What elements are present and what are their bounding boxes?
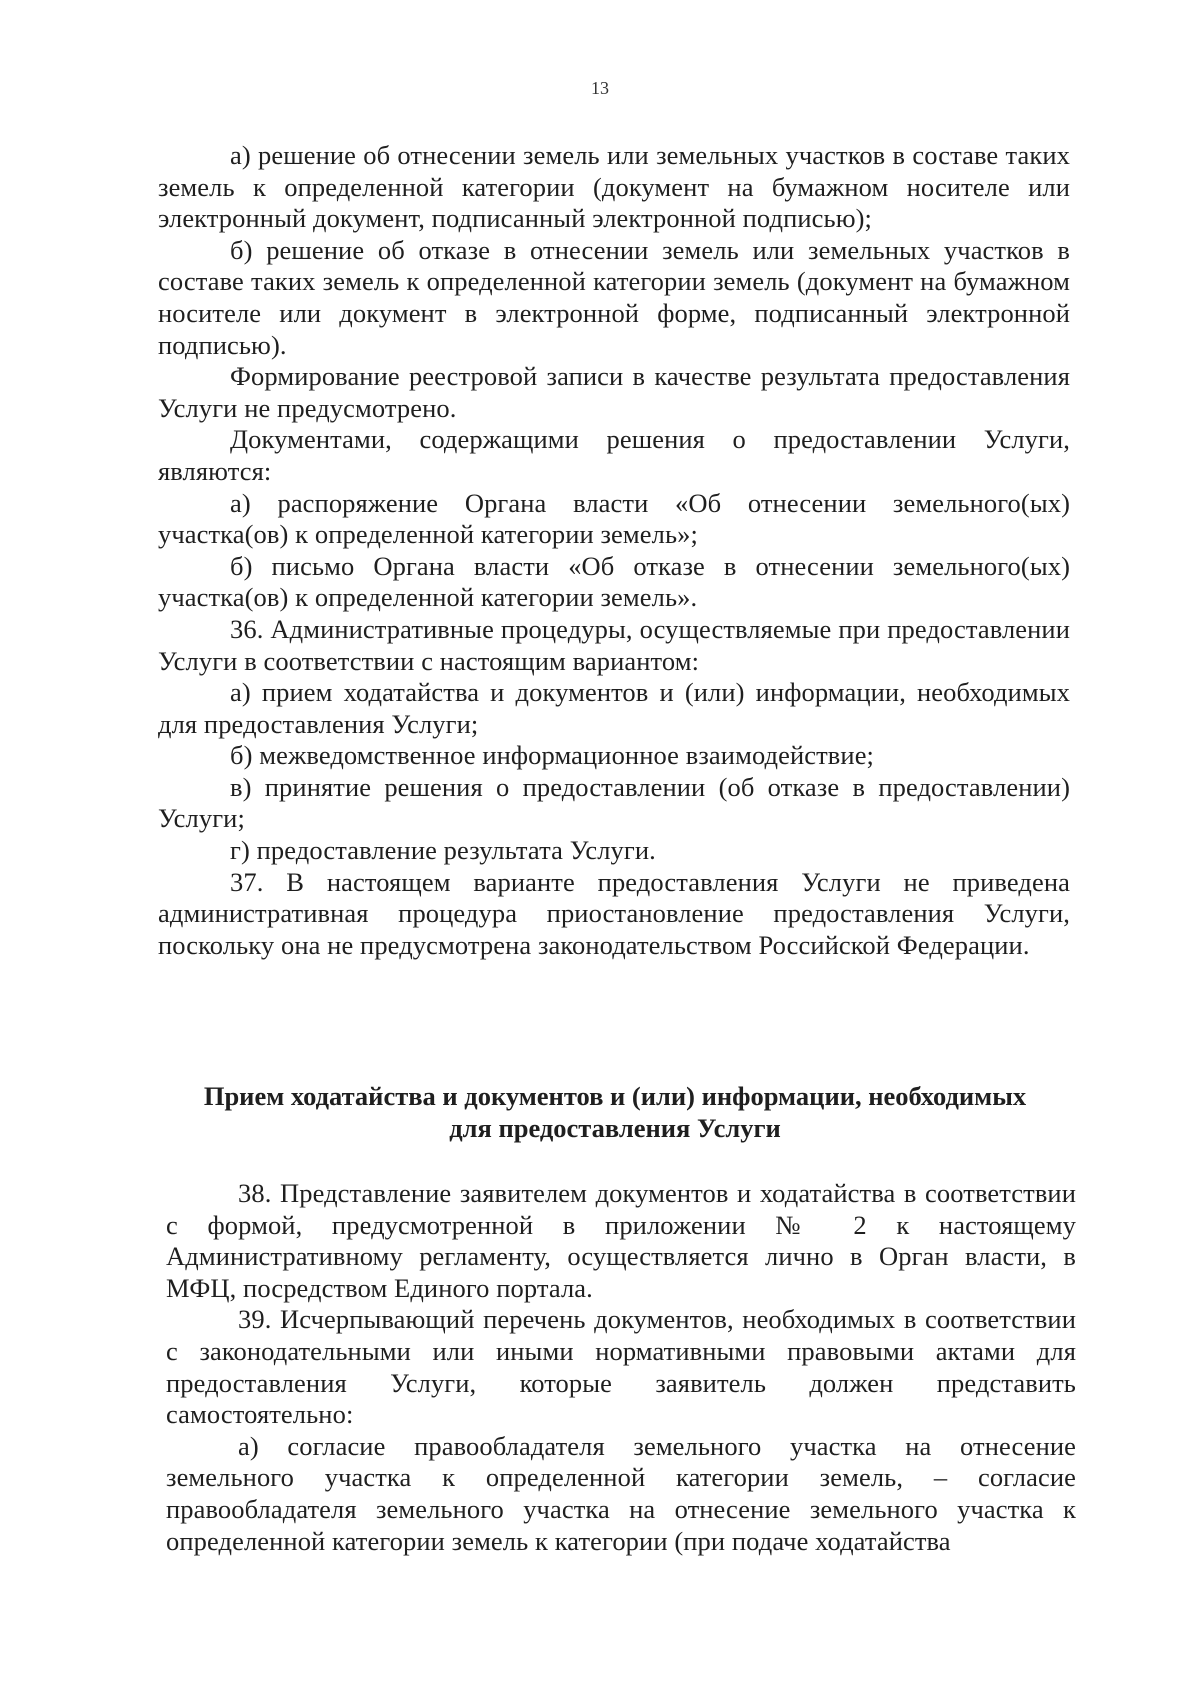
paragraph-decision-documents: Документами, содержащими решения о предоставлении Услуги, являются: bbox=[158, 424, 1070, 486]
upper-text-block bbox=[158, 140, 1070, 961]
paragraph-registry-record: Формирование реестровой записи в качестве результата предоставления Услуги не предусмотрено. bbox=[158, 361, 1070, 423]
paragraph-order: а) распоряжение Органа власти «Об отнесении земельного(ых) участка(ов) к определенной категории земель»; bbox=[158, 487, 1070, 550]
lower-text-block bbox=[166, 1178, 1076, 1557]
paragraph-36-a: а) прием ходатайства и документов и (или) информации, необходимых для предоставления Услуги; bbox=[158, 677, 1070, 739]
paragraph-37: 37. В настоящем варианте предоставления Услуги не приведена административная процедура приостановление предоставления Услуги, поскольку она не предусмотрена законодательством Российской Федерации. bbox=[158, 866, 1070, 960]
paragraph-36-v: в) принятие решения о предоставлении (об отказе в предоставлении) Услуги; bbox=[158, 771, 1070, 834]
paragraph-result-b: б) решение об отказе в отнесении земель или земельных участков в составе таких земель к определенной категории земель (документ на бумажном носителе или документ в электронной форме, подписанный электронной подписью). bbox=[158, 234, 1070, 360]
paragraph-result-a: а) решение об отнесении земель или земельных участков в составе таких земель к определенной категории (документ на бумажном носителе или электронный документ, подписанный электронной подписью); bbox=[158, 140, 1070, 234]
section-heading-line-2: для предоставления Услуги bbox=[449, 1113, 781, 1143]
paragraph-39-a: а) согласие правообладателя земельного участка на отнесение земельного участка к определенной категории земель, – согласие правообладателя земельного участка на отнесение земельного участка к определенной категории земель к категории (при подаче ходатайства bbox=[166, 1430, 1076, 1556]
section-heading bbox=[150, 1080, 1080, 1144]
paragraph-36-b: б) межведомственное информационное взаимодействие; bbox=[230, 740, 875, 771]
paragraph-38: 38. Представление заявителем документов и ходатайства в соответствии с формой, предусмотренной в приложении № 2 к настоящему Административному регламенту, осуществляется лично в Орган власти, в МФЦ, посредством Единого портала. bbox=[166, 1178, 1076, 1303]
page-number: 13 bbox=[591, 78, 609, 98]
paragraph-36: 36. Административные процедуры, осуществляемые при предоставлении Услуги в соответствии с настоящим вариантом: bbox=[158, 613, 1070, 676]
paragraph-36-g: г) предоставление результата Услуги. bbox=[230, 835, 656, 866]
paragraph-refusal-letter: б) письмо Органа власти «Об отказе в отнесении земельного(ых) участка(ов) к определенной категории земель». bbox=[158, 550, 1070, 613]
paragraph-39: 39. Исчерпывающий перечень документов, необходимых в соответствии с законодательными или иными нормативными правовыми актами для предоставления Услуги, которые заявитель должен представить самостоятельно: bbox=[166, 1304, 1076, 1430]
section-heading-line-1: Прием ходатайства и документов и (или) информации, необходимых bbox=[203, 1081, 1027, 1111]
